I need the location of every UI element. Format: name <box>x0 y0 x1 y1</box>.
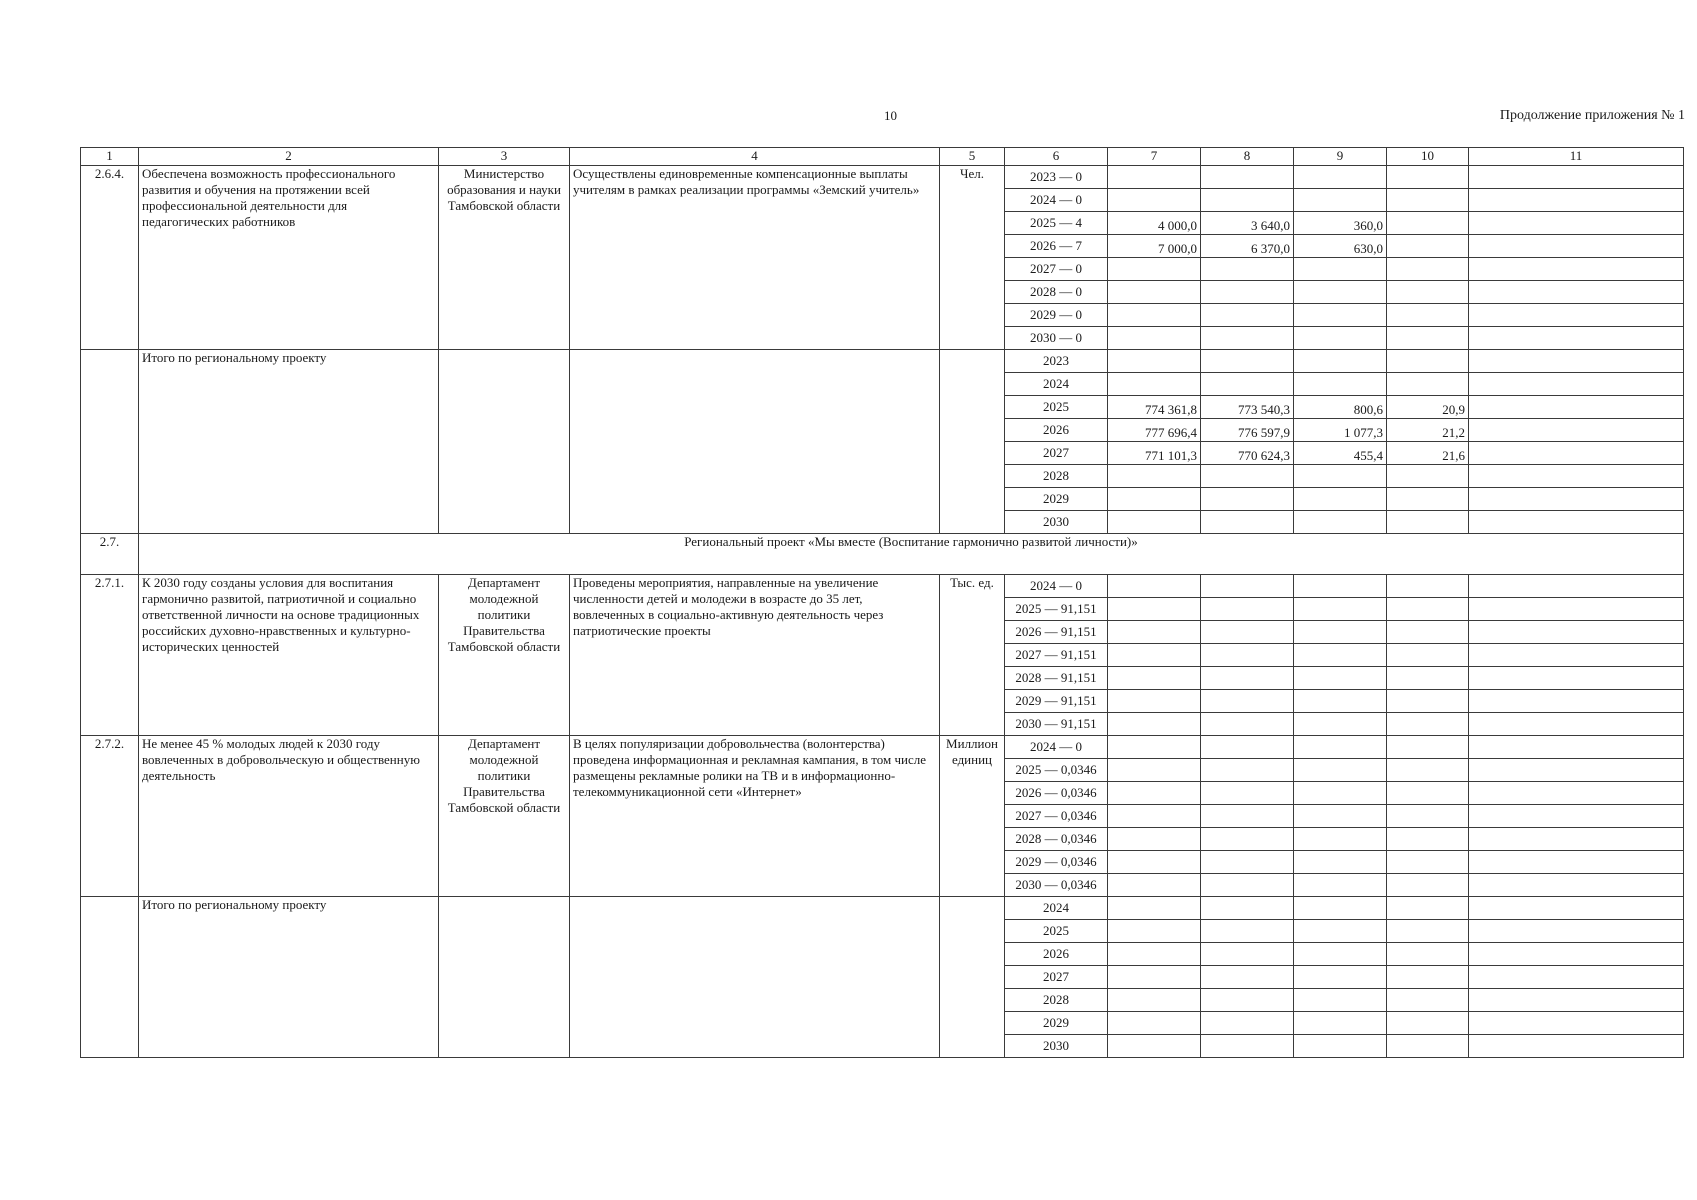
empty-cell <box>1387 235 1469 258</box>
empty-cell <box>1469 736 1684 759</box>
year-cell: 2028 <box>1005 989 1108 1012</box>
value-cell: 21,6 <box>1387 442 1469 465</box>
empty-cell <box>1469 396 1684 419</box>
empty-cell <box>1294 874 1387 897</box>
empty-cell <box>1201 667 1294 690</box>
empty-cell <box>1469 828 1684 851</box>
col-header: 10 <box>1387 148 1469 166</box>
empty-cell <box>1387 920 1469 943</box>
year-cell: 2024 <box>1005 373 1108 396</box>
value-cell: 771 101,3 <box>1108 442 1201 465</box>
year-cell: 2029 <box>1005 1012 1108 1035</box>
empty-cell <box>1469 327 1684 350</box>
value-cell <box>1201 373 1294 396</box>
value-cell <box>1201 258 1294 281</box>
col-header: 7 <box>1108 148 1201 166</box>
empty-cell <box>1294 575 1387 598</box>
value-cell <box>1108 327 1201 350</box>
empty-cell <box>1469 235 1684 258</box>
empty-cell <box>1469 874 1684 897</box>
empty-cell <box>81 897 139 1058</box>
value-cell <box>1201 166 1294 189</box>
executor-text: Департамент молодежной политики Правительства Тамбовской области <box>439 575 570 736</box>
empty-cell <box>1108 1035 1201 1058</box>
empty-cell <box>1108 805 1201 828</box>
table-row <box>81 575 1684 598</box>
value-cell <box>1294 304 1387 327</box>
empty-cell <box>1387 805 1469 828</box>
value-cell <box>1108 281 1201 304</box>
value-cell <box>1201 511 1294 534</box>
result-text: Не менее 45 % молодых людей к 2030 году вовлеченных в добровольческую и общественную деятельность <box>139 736 439 897</box>
event-text: Осуществлены единовременные компенсационные выплаты учителям в рамках реализации программы «Земский учитель» <box>570 166 940 350</box>
empty-cell <box>1469 759 1684 782</box>
year-cell: 2028 <box>1005 465 1108 488</box>
empty-cell <box>1201 851 1294 874</box>
empty-cell <box>1294 713 1387 736</box>
empty-cell <box>1387 943 1469 966</box>
item-number: 2.7.1. <box>81 575 139 736</box>
empty-cell <box>1387 851 1469 874</box>
year-cell: 2026 <box>1005 943 1108 966</box>
empty-cell <box>1387 897 1469 920</box>
empty-cell <box>1469 782 1684 805</box>
empty-cell <box>1469 897 1684 920</box>
empty-cell <box>1294 759 1387 782</box>
empty-cell <box>1294 989 1387 1012</box>
year-cell: 2028 — 0 <box>1005 281 1108 304</box>
value-cell: 7 000,0 <box>1108 235 1201 258</box>
year-cell: 2023 — 0 <box>1005 166 1108 189</box>
year-cell: 2027 <box>1005 966 1108 989</box>
col-header: 1 <box>81 148 139 166</box>
empty-cell <box>1201 920 1294 943</box>
empty-cell <box>1201 966 1294 989</box>
value-cell <box>1201 327 1294 350</box>
continuation-note: Продолжение приложения № 1 <box>1499 108 1685 123</box>
empty-cell <box>1469 488 1684 511</box>
value-cell <box>1294 189 1387 212</box>
item-number: 2.6.4. <box>81 166 139 350</box>
empty-cell <box>1294 690 1387 713</box>
empty-cell <box>1108 598 1201 621</box>
year-cell: 2029 <box>1005 488 1108 511</box>
result-text: Обеспечена возможность профессионального развития и обучения на протяжении всей профессиональной деятельности для педагогических работников <box>139 166 439 350</box>
value-cell <box>1387 465 1469 488</box>
value-cell: 455,4 <box>1294 442 1387 465</box>
empty-cell <box>1469 621 1684 644</box>
value-cell: 360,0 <box>1294 212 1387 235</box>
empty-cell <box>1201 897 1294 920</box>
value-cell: 776 597,9 <box>1201 419 1294 442</box>
empty-cell <box>1108 667 1201 690</box>
empty-cell <box>1387 1012 1469 1035</box>
empty-cell <box>1469 805 1684 828</box>
empty-cell <box>1387 304 1469 327</box>
empty-cell <box>1469 1035 1684 1058</box>
year-cell: 2025 — 91,151 <box>1005 598 1108 621</box>
value-cell <box>1294 327 1387 350</box>
year-cell: 2028 — 91,151 <box>1005 667 1108 690</box>
value-cell: 774 361,8 <box>1108 396 1201 419</box>
empty-cell <box>1108 713 1201 736</box>
empty-cell <box>1108 966 1201 989</box>
page-number: 10 <box>884 108 897 123</box>
empty-cell <box>940 350 1005 534</box>
empty-cell <box>1201 736 1294 759</box>
value-cell: 777 696,4 <box>1108 419 1201 442</box>
executor-text: Департамент молодежной политики Правительства Тамбовской области <box>439 736 570 897</box>
section-number: 2.7. <box>81 534 139 575</box>
value-cell <box>1201 281 1294 304</box>
value-cell: 770 624,3 <box>1201 442 1294 465</box>
year-cell: 2025 <box>1005 920 1108 943</box>
empty-cell <box>1108 1012 1201 1035</box>
empty-cell <box>1469 419 1684 442</box>
year-cell: 2027 — 0,0346 <box>1005 805 1108 828</box>
value-cell <box>1108 304 1201 327</box>
col-header: 4 <box>570 148 940 166</box>
year-cell: 2029 — 91,151 <box>1005 690 1108 713</box>
empty-cell <box>1294 598 1387 621</box>
col-header: 2 <box>139 148 439 166</box>
unit-text: Тыс. ед. <box>940 575 1005 736</box>
empty-cell <box>1469 511 1684 534</box>
empty-cell <box>1469 350 1684 373</box>
year-cell: 2030 — 91,151 <box>1005 713 1108 736</box>
empty-cell <box>1387 644 1469 667</box>
empty-cell <box>439 350 570 534</box>
year-cell: 2026 — 91,151 <box>1005 621 1108 644</box>
empty-cell <box>1294 667 1387 690</box>
year-cell: 2023 <box>1005 350 1108 373</box>
total-label: Итого по региональному проекту <box>139 350 439 534</box>
section-title: Региональный проект «Мы вместе (Воспитание гармонично развитой личности)» <box>139 534 1684 575</box>
value-cell: 6 370,0 <box>1201 235 1294 258</box>
year-cell: 2026 <box>1005 419 1108 442</box>
empty-cell <box>1387 874 1469 897</box>
value-cell <box>1294 166 1387 189</box>
col-header: 8 <box>1201 148 1294 166</box>
empty-cell <box>1387 598 1469 621</box>
empty-cell <box>1469 851 1684 874</box>
empty-cell <box>1387 667 1469 690</box>
empty-cell <box>1294 920 1387 943</box>
column-number-row <box>81 148 1684 166</box>
empty-cell <box>1387 989 1469 1012</box>
empty-cell <box>1387 966 1469 989</box>
value-cell <box>1294 281 1387 304</box>
col-header: 11 <box>1469 148 1684 166</box>
empty-cell <box>1294 782 1387 805</box>
value-cell: 1 077,3 <box>1294 419 1387 442</box>
value-cell <box>1294 350 1387 373</box>
empty-cell <box>1469 465 1684 488</box>
empty-cell <box>1469 1012 1684 1035</box>
event-text: В целях популяризации добровольчества (волонтерства) проведена информационная и рекламная кампания, в том числе размещены рекламные ролики на ТВ и в информационно-телекоммуникационной сети «Интернет» <box>570 736 940 897</box>
col-header: 6 <box>1005 148 1108 166</box>
value-cell <box>1294 373 1387 396</box>
section-row <box>81 534 1684 575</box>
empty-cell <box>1201 575 1294 598</box>
empty-cell <box>1469 258 1684 281</box>
value-cell <box>1108 511 1201 534</box>
empty-cell <box>1387 621 1469 644</box>
value-cell <box>1201 465 1294 488</box>
value-cell <box>1201 304 1294 327</box>
empty-cell <box>1201 713 1294 736</box>
year-cell: 2030 — 0,0346 <box>1005 874 1108 897</box>
empty-cell <box>1201 598 1294 621</box>
empty-cell <box>1469 373 1684 396</box>
value-cell: 630,0 <box>1294 235 1387 258</box>
value-cell <box>1108 488 1201 511</box>
year-cell: 2024 — 0 <box>1005 189 1108 212</box>
empty-cell <box>1469 575 1684 598</box>
empty-cell <box>1201 690 1294 713</box>
empty-cell <box>1469 189 1684 212</box>
empty-cell <box>1201 1035 1294 1058</box>
empty-cell <box>1201 828 1294 851</box>
year-cell: 2028 — 0,0346 <box>1005 828 1108 851</box>
empty-cell <box>1469 966 1684 989</box>
empty-cell <box>1387 736 1469 759</box>
empty-cell <box>1108 690 1201 713</box>
empty-cell <box>1469 690 1684 713</box>
empty-cell <box>1201 805 1294 828</box>
event-text: Проведены мероприятия, направленные на увеличение численности детей и молодежи в возрасте до 35 лет, вовлеченных в социально-активную деятельность через патриотические проекты <box>570 575 940 736</box>
value-cell <box>1201 488 1294 511</box>
empty-cell <box>1387 690 1469 713</box>
empty-cell <box>1387 575 1469 598</box>
year-cell: 2029 — 0 <box>1005 304 1108 327</box>
year-cell: 2030 — 0 <box>1005 327 1108 350</box>
result-text: К 2030 году созданы условия для воспитания гармонично развитой, патриотичной и социально ответственной личности на основе традиционных российских духовно-нравственных и культурно-исторических ценностей <box>139 575 439 736</box>
year-cell: 2029 — 0,0346 <box>1005 851 1108 874</box>
value-cell <box>1294 258 1387 281</box>
value-cell: 21,2 <box>1387 419 1469 442</box>
empty-cell <box>1469 212 1684 235</box>
table-body <box>81 148 1684 1058</box>
empty-cell <box>1108 851 1201 874</box>
empty-cell <box>570 897 940 1058</box>
empty-cell <box>1469 304 1684 327</box>
year-cell: 2026 — 0,0346 <box>1005 782 1108 805</box>
empty-cell <box>1294 1012 1387 1035</box>
item-number: 2.7.2. <box>81 736 139 897</box>
year-cell: 2027 — 91,151 <box>1005 644 1108 667</box>
year-cell: 2026 — 7 <box>1005 235 1108 258</box>
empty-cell <box>1387 713 1469 736</box>
value-cell <box>1294 511 1387 534</box>
empty-cell <box>1469 667 1684 690</box>
empty-cell <box>1387 212 1469 235</box>
value-cell <box>1108 166 1201 189</box>
unit-text: Чел. <box>940 166 1005 350</box>
empty-cell <box>1201 644 1294 667</box>
value-cell <box>1294 465 1387 488</box>
empty-cell <box>1294 897 1387 920</box>
empty-cell <box>1108 874 1201 897</box>
value-cell: 773 540,3 <box>1201 396 1294 419</box>
value-cell <box>1387 488 1469 511</box>
empty-cell <box>1469 281 1684 304</box>
empty-cell <box>1469 644 1684 667</box>
value-cell: 20,9 <box>1387 396 1469 419</box>
value-cell: 800,6 <box>1294 396 1387 419</box>
empty-cell <box>1294 805 1387 828</box>
empty-cell <box>1387 1035 1469 1058</box>
col-header: 9 <box>1294 148 1387 166</box>
empty-cell <box>1108 621 1201 644</box>
total-label: Итого по региональному проекту <box>139 897 439 1058</box>
empty-cell <box>1469 598 1684 621</box>
empty-cell <box>1108 782 1201 805</box>
empty-cell <box>1294 966 1387 989</box>
empty-cell <box>1294 851 1387 874</box>
empty-cell <box>1108 920 1201 943</box>
empty-cell <box>1201 1012 1294 1035</box>
empty-cell <box>570 350 940 534</box>
value-cell <box>1201 350 1294 373</box>
empty-cell <box>1108 736 1201 759</box>
empty-cell <box>1294 621 1387 644</box>
empty-cell <box>1108 989 1201 1012</box>
empty-cell <box>1469 920 1684 943</box>
empty-cell <box>1294 828 1387 851</box>
empty-cell <box>1387 281 1469 304</box>
value-cell: 4 000,0 <box>1108 212 1201 235</box>
empty-cell <box>1387 759 1469 782</box>
year-cell: 2027 <box>1005 442 1108 465</box>
year-cell: 2024 — 0 <box>1005 736 1108 759</box>
value-cell <box>1108 258 1201 281</box>
value-cell <box>1201 189 1294 212</box>
empty-cell <box>1201 621 1294 644</box>
value-cell <box>1108 189 1201 212</box>
empty-cell <box>81 350 139 534</box>
table-row <box>81 897 1684 920</box>
program-table <box>80 147 1684 1058</box>
empty-cell <box>1108 943 1201 966</box>
value-cell <box>1108 350 1201 373</box>
empty-cell <box>1201 943 1294 966</box>
empty-cell <box>1294 1035 1387 1058</box>
empty-cell <box>1387 166 1469 189</box>
value-cell <box>1294 488 1387 511</box>
empty-cell <box>1469 166 1684 189</box>
empty-cell <box>1469 989 1684 1012</box>
year-cell: 2024 — 0 <box>1005 575 1108 598</box>
year-cell: 2025 <box>1005 396 1108 419</box>
value-cell <box>1108 465 1201 488</box>
empty-cell <box>1294 943 1387 966</box>
empty-cell <box>1108 759 1201 782</box>
empty-cell <box>439 897 570 1058</box>
year-cell: 2030 <box>1005 1035 1108 1058</box>
empty-cell <box>1108 644 1201 667</box>
table-row <box>81 736 1684 759</box>
unit-text: Миллион единиц <box>940 736 1005 897</box>
value-cell <box>1387 511 1469 534</box>
empty-cell <box>1294 736 1387 759</box>
empty-cell <box>1201 874 1294 897</box>
value-cell <box>1387 373 1469 396</box>
table-row <box>81 166 1684 189</box>
empty-cell <box>1201 989 1294 1012</box>
year-cell: 2027 — 0 <box>1005 258 1108 281</box>
value-cell: 3 640,0 <box>1201 212 1294 235</box>
col-header: 5 <box>940 148 1005 166</box>
empty-cell <box>1108 575 1201 598</box>
empty-cell <box>1108 897 1201 920</box>
empty-cell <box>1387 258 1469 281</box>
value-cell <box>1387 350 1469 373</box>
empty-cell <box>1387 828 1469 851</box>
year-cell: 2030 <box>1005 511 1108 534</box>
year-cell: 2024 <box>1005 897 1108 920</box>
empty-cell <box>1201 759 1294 782</box>
year-cell: 2025 — 0,0346 <box>1005 759 1108 782</box>
empty-cell <box>1469 442 1684 465</box>
executor-text: Министерство образования и науки Тамбовской области <box>439 166 570 350</box>
value-cell <box>1108 373 1201 396</box>
col-header: 3 <box>439 148 570 166</box>
empty-cell <box>1469 943 1684 966</box>
empty-cell <box>1387 189 1469 212</box>
empty-cell <box>1108 828 1201 851</box>
year-cell: 2025 — 4 <box>1005 212 1108 235</box>
empty-cell <box>1469 713 1684 736</box>
empty-cell <box>1294 644 1387 667</box>
empty-cell <box>940 897 1005 1058</box>
empty-cell <box>1201 782 1294 805</box>
empty-cell <box>1387 782 1469 805</box>
table-row <box>81 350 1684 373</box>
empty-cell <box>1387 327 1469 350</box>
